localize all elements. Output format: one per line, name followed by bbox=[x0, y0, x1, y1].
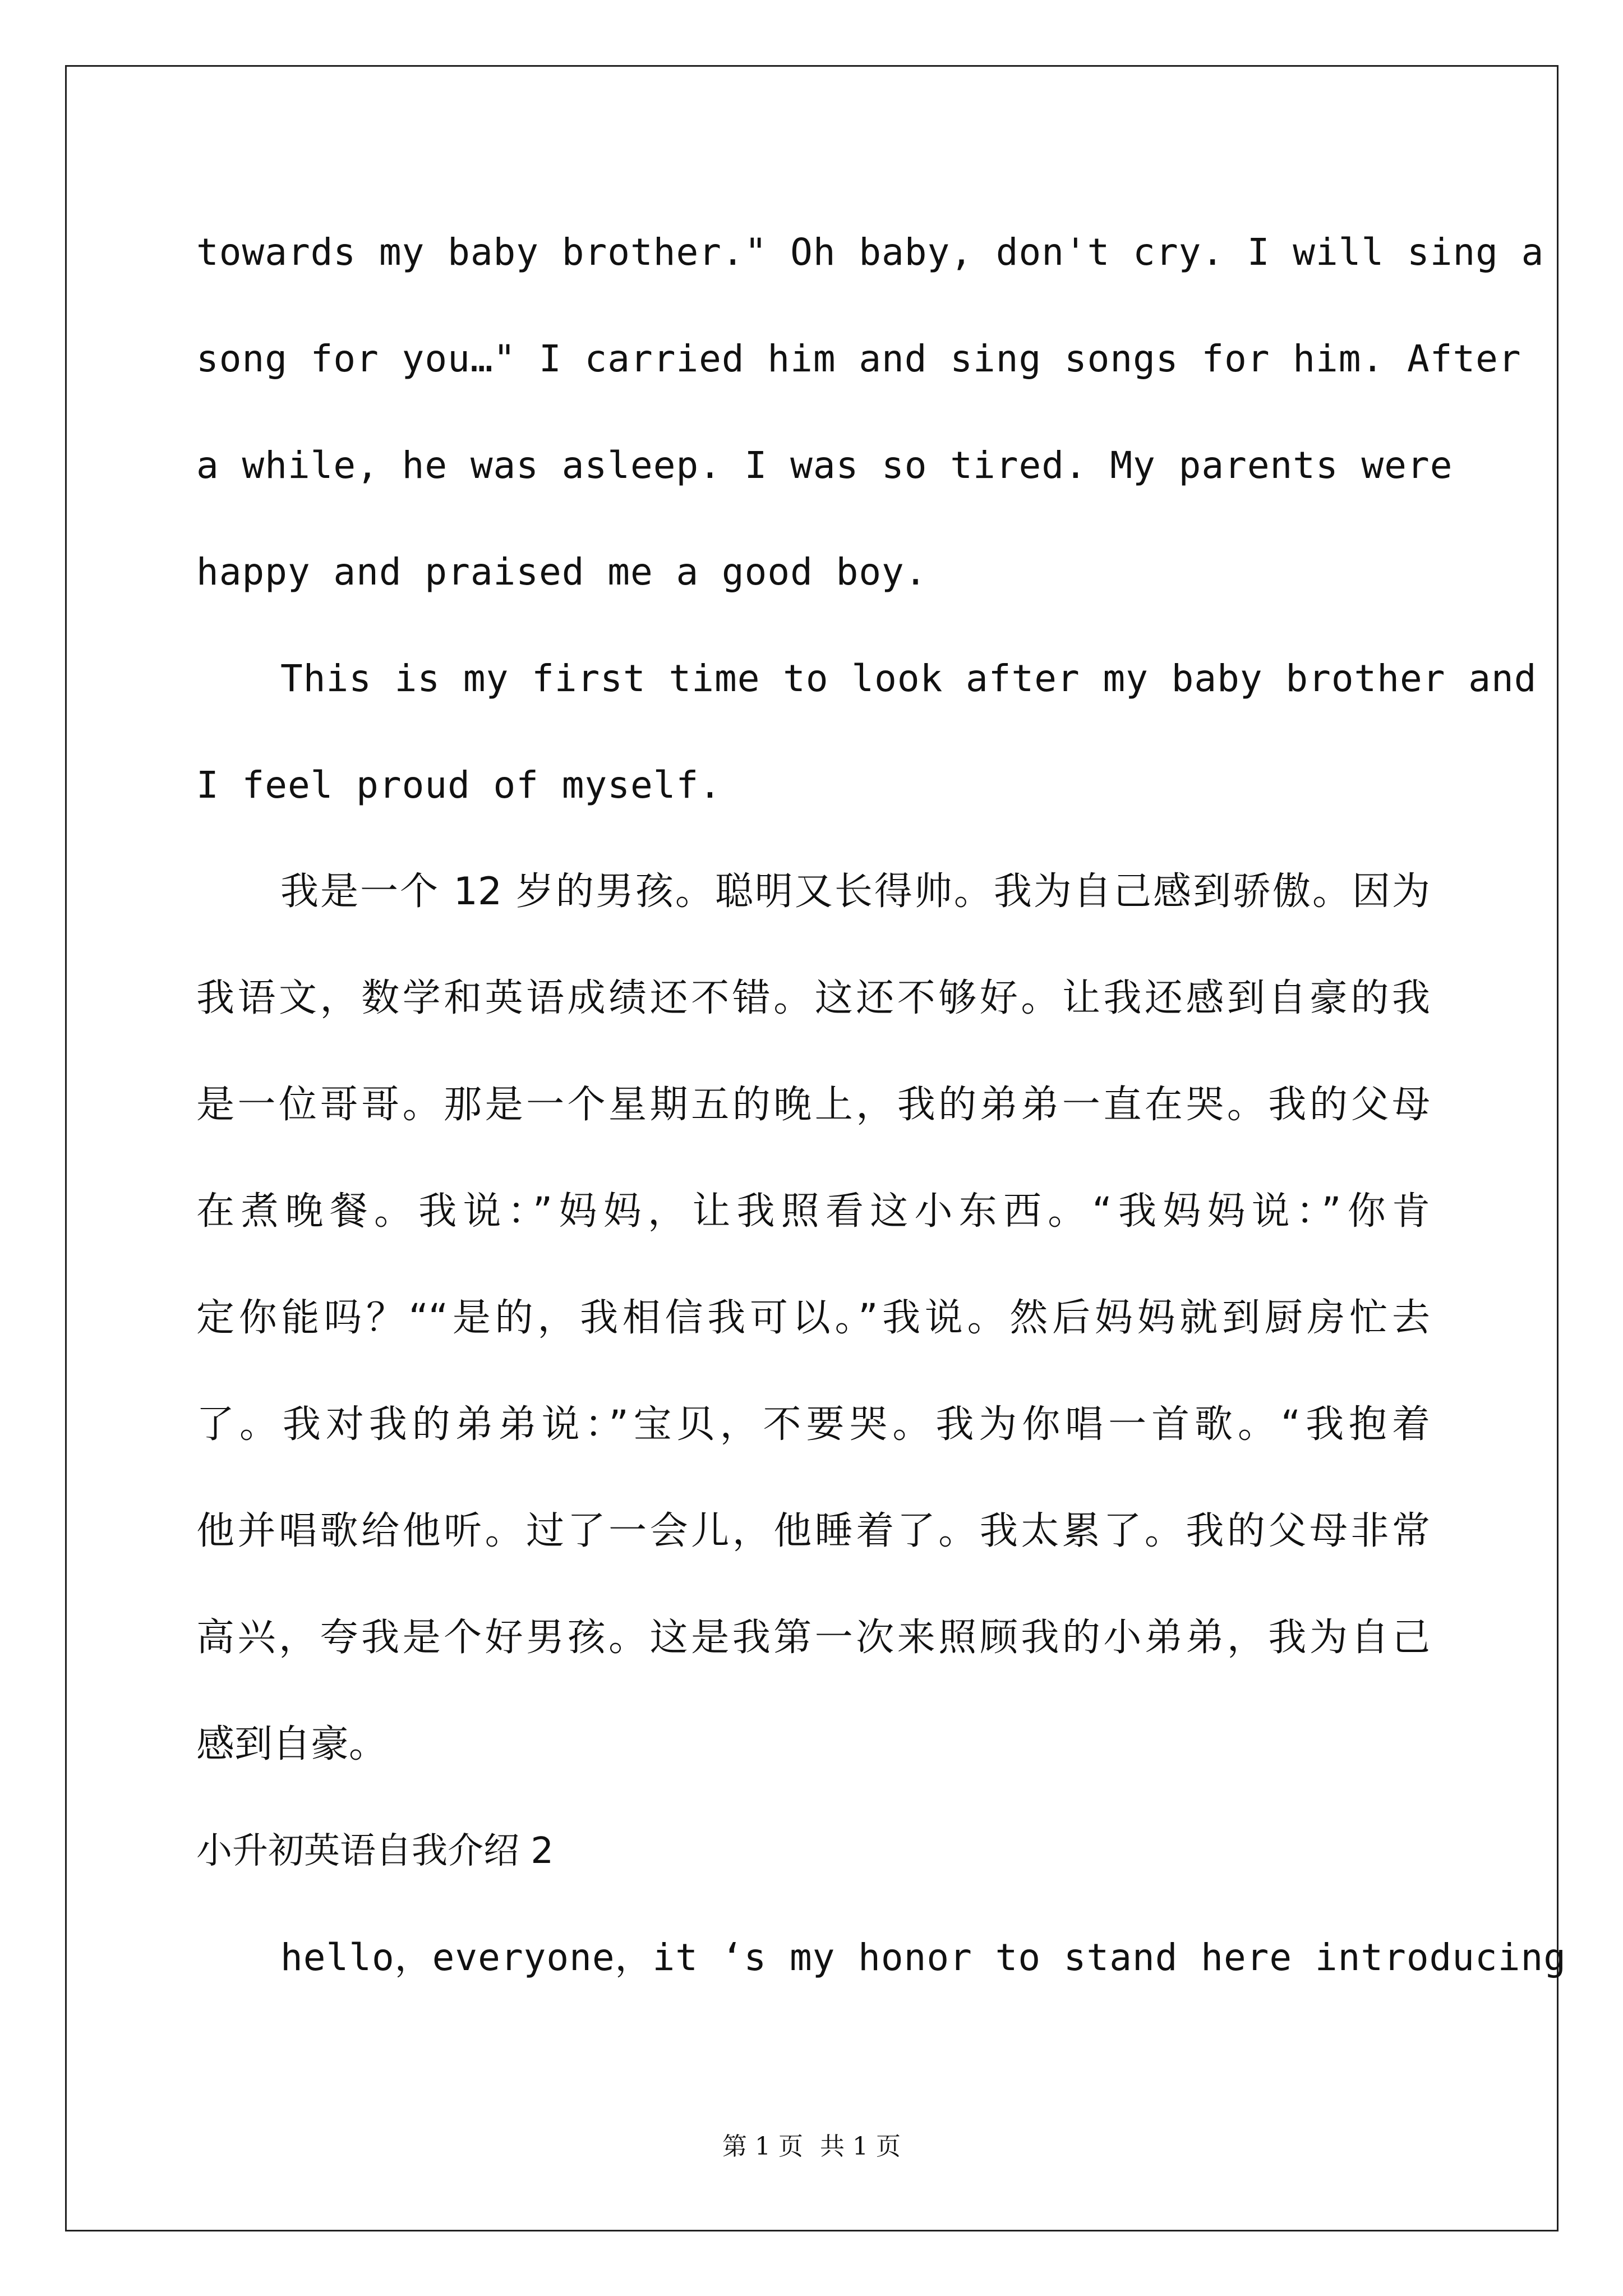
text-line: hello，everyone，it ‘s my honor to stand here introducing bbox=[280, 1936, 1566, 1979]
text-line: 了。我对我的弟弟说：”宝贝，不要哭。我为你唱一首歌。“我抱着 bbox=[196, 1402, 1430, 1447]
page-number-label: 第 1 页 bbox=[722, 2132, 803, 2161]
text-line: 他并唱歌给他听。过了一会儿，他睡着了。我太累了。我的父母非常 bbox=[196, 1509, 1430, 1553]
page-border bbox=[65, 65, 1566, 2231]
text-line: 在煮晚餐。我说：”妈妈，让我照看这小东西。“我妈妈说：”你肯 bbox=[196, 1189, 1430, 1234]
text-line: towards my baby brother." Oh baby, don't cry. I will sing a bbox=[196, 231, 1544, 274]
text-line: happy and praised me a good boy. bbox=[196, 550, 928, 593]
text-line: song for you…" I carried him and sing songs for him. After bbox=[196, 337, 1521, 380]
text-line: 感到自豪。 bbox=[196, 1722, 388, 1766]
page-footer bbox=[0, 2126, 1623, 2162]
text-line: 定你能吗？““是的，我相信我可以。”我说。然后妈妈就到厨房忙去 bbox=[196, 1296, 1430, 1340]
text-line: 我语文，数学和英语成绩还不错。这还不够好。让我还感到自豪的我 bbox=[196, 976, 1430, 1020]
text-line: 高兴，夸我是个好男孩。这是我第一次来照顾我的小弟弟，我为自己 bbox=[196, 1616, 1430, 1660]
text-line: 我是一个 12 岁的男孩。聪明又长得帅。我为自己感到骄傲。因为 bbox=[280, 869, 1430, 914]
text-line: a while, he was asleep. I was so tired. My parents were bbox=[196, 444, 1453, 487]
text-line: I feel proud of myself. bbox=[196, 763, 722, 807]
text-line: This is my first time to look after my baby brother and bbox=[280, 657, 1537, 700]
total-pages-label: 共 1 页 bbox=[820, 2132, 901, 2161]
section-heading: 小升初英语自我介绍 2 bbox=[196, 1830, 554, 1872]
text-line: 是一位哥哥。那是一个星期五的晚上，我的弟弟一直在哭。我的父母 bbox=[196, 1083, 1430, 1127]
